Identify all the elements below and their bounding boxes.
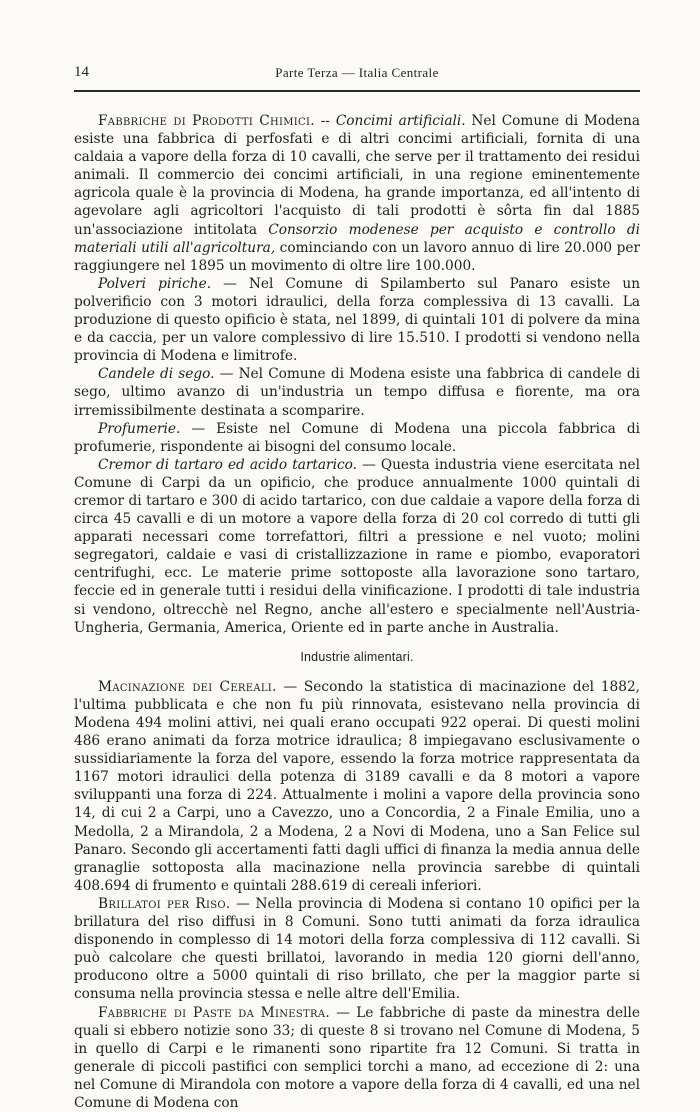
paragraph-subheading: Profumerie.	[98, 421, 180, 437]
paragraph-brillatoi-riso: Brillatoi per Riso. — Nella provincia di Modena si contano 10 opifici per la brillatura del riso diffusi in 8 Comuni. Sono tutti animati da forza idraulica disponendo in complesso di 14 motori della forza complessiva di 112 cavalli. Si può calcolare che questi brillatoi, lavorando in media 120 giorni dell'anno, producono oltre a 5000 quintali di riso brillato, che per la maggior parte si consuma nella provincia stessa e nelle altre dell'Emilia.	[74, 895, 640, 1004]
paragraph-subheading: Polveri piriche.	[98, 276, 211, 292]
header-rule	[74, 90, 640, 92]
paragraph-paste-minestra: Fabbriche di Paste da Minestra. — Le fabbriche di paste da minestra delle quali si ebbero notizie sono 33; di queste 8 si trovano nel Comune di Modena, 5 in quello di Carpi e le rimanenti sono ripartite fra 12 Comuni. Si tratta in generale di piccoli pastifici con semplici torchi a mano, ad eccezione di 2: una nel Comune di Mirandola con motore a vapore della forza di 4 cavalli, ed una nel Comune di Modena con	[74, 1004, 640, 1112]
paragraph-macinazione-cereali: Macinazione dei Cereali. — Secondo la statistica di macinazione del 1882, l'ultima pubblicata e che non fu più rinnovata, esistevano nella provincia di Modena 494 molini attivi, nei quali erano occupati 922 operai. Di questi molini 486 erano animati da forza motrice idraulica; 8 impiegavano esclusivamente o sussidiariamente la forza del vapore, essendo la forza motrice rappresentata da 1167 motori idraulici della potenza di 3189 cavalli e da 8 motori a vapore sviluppanti una forza di 224. Attualmente i molini a vapore della provincia sono 14, di cui 2 a Carpi, uno a Cavezzo, uno a Concordia, 2 a Finale Emilia, uno a Medolla, 2 a Mirandola, 2 a Modena, 2 a Novi di Modena, uno a San Felice sul Panaro. Secondo gli accertamenti fatti dagli uffici di finanza la media annua delle granaglie sottoposta alla macinazione nella provincia sarebbe di quintali 408.694 di frumento e quintali 288.619 di cereali inferiori.	[74, 678, 640, 895]
paragraph-heading: Brillatoi per Riso.	[98, 896, 231, 912]
paragraph-heading: Fabbriche di Paste da Minestra.	[98, 1005, 330, 1021]
running-title: Parte Terza — Italia Centrale	[74, 65, 640, 81]
paragraph-polveri-piriche: Polveri piriche. — Nel Comune di Spilamberto sul Panaro esiste un polverificio con 3 motori idraulici, della forza complessiva di 13 cavalli. La produzione di questo opificio è stata, nel 1899, di quintali 101 di polvere da mina e da caccia, per un valore complessivo di lire 15.510. I prodotti si vendono nella provincia di Modena e limitrofe.	[74, 275, 640, 365]
paragraph-heading: Macinazione dei Cereali.	[98, 679, 277, 695]
page-number: 14	[74, 64, 89, 81]
paragraph-candele-di-sego: Candele di sego. — Nel Comune di Modena esiste una fabbrica di candele di sego, ultimo avanzo di un'industria un tempo diffusa e fiorente, ma ora irremissibilmente destinata a scomparire.	[74, 365, 640, 419]
page-header	[74, 62, 640, 84]
paragraph-subheading: Cremor di tartaro ed acido tartarico.	[98, 457, 357, 473]
paragraph-heading: Fabbriche di Prodotti Chimici.	[98, 113, 315, 129]
paragraph-subheading: Candele di sego.	[98, 366, 215, 382]
paragraph-subheading: Concimi artificiali.	[336, 113, 466, 129]
paragraph-profumerie: Profumerie. — Esiste nel Comune di Modena una piccola fabbrica di profumerie, rispondente ai bisogni del consumo locale.	[74, 420, 640, 456]
paragraph-cremor-di-tartaro: Cremor di tartaro ed acido tartarico. — Questa industria viene esercitata nel Comune di Carpi da un opificio, che produce annualmente 1000 quintali di cremor di tartaro e 300 di acido tartarico, con due caldaie a vapore della forza di circa 45 cavalli e di un motore a vapore della forza di 20 col corredo di tutti gli apparati necessari come torrefattori, filtri a pressione e nel vuoto; molini segregatori, caldaie e vasi di cristallizzazione in rame e piombo, evaporatori centrifughi, ecc. Le materie prime sottoposte alla lavorazione sono tartaro, feccie ed in generale tutti i residui della vinificazione. I prodotti di tale industria si vendono, oltrecchè nel Regno, anche all'estero e specialmente nell'Austria-Ungheria, Germania, America, Oriente ed in parte anche in Australia.	[74, 456, 640, 637]
consorzio-name: Consorzio modenese per acquisto e controllo di materiali utili all'agricoltura,	[74, 222, 640, 256]
paragraph-prodotti-chimici: Fabbriche di Prodotti Chimici. -- Concimi artificiali. Nel Comune di Modena esiste una fabbrica di perfosfati e di altri concimi artificiali, fornita di una caldaia a vapore della forza di 10 cavalli, che serve per il trattamento dei residui animali. Il commercio dei concimi artificiali, in una regione eminentemente agricola quale è la provincia di Modena, ha grande importanza, ed all'intento di agevolare agli agricoltori l'acquisto di tali prodotti è sôrta fin dal 1885 un'associazione intitolata Consorzio modenese per acquisto e controllo di materiali utili all'agricoltura, cominciando con un lavoro annuo di lire 20.000 per raggiungere nel 1895 un movimento di oltre lire 100.000.	[74, 112, 640, 275]
section-title: Industrie alimentari.	[74, 648, 640, 666]
body-text	[74, 112, 640, 1112]
